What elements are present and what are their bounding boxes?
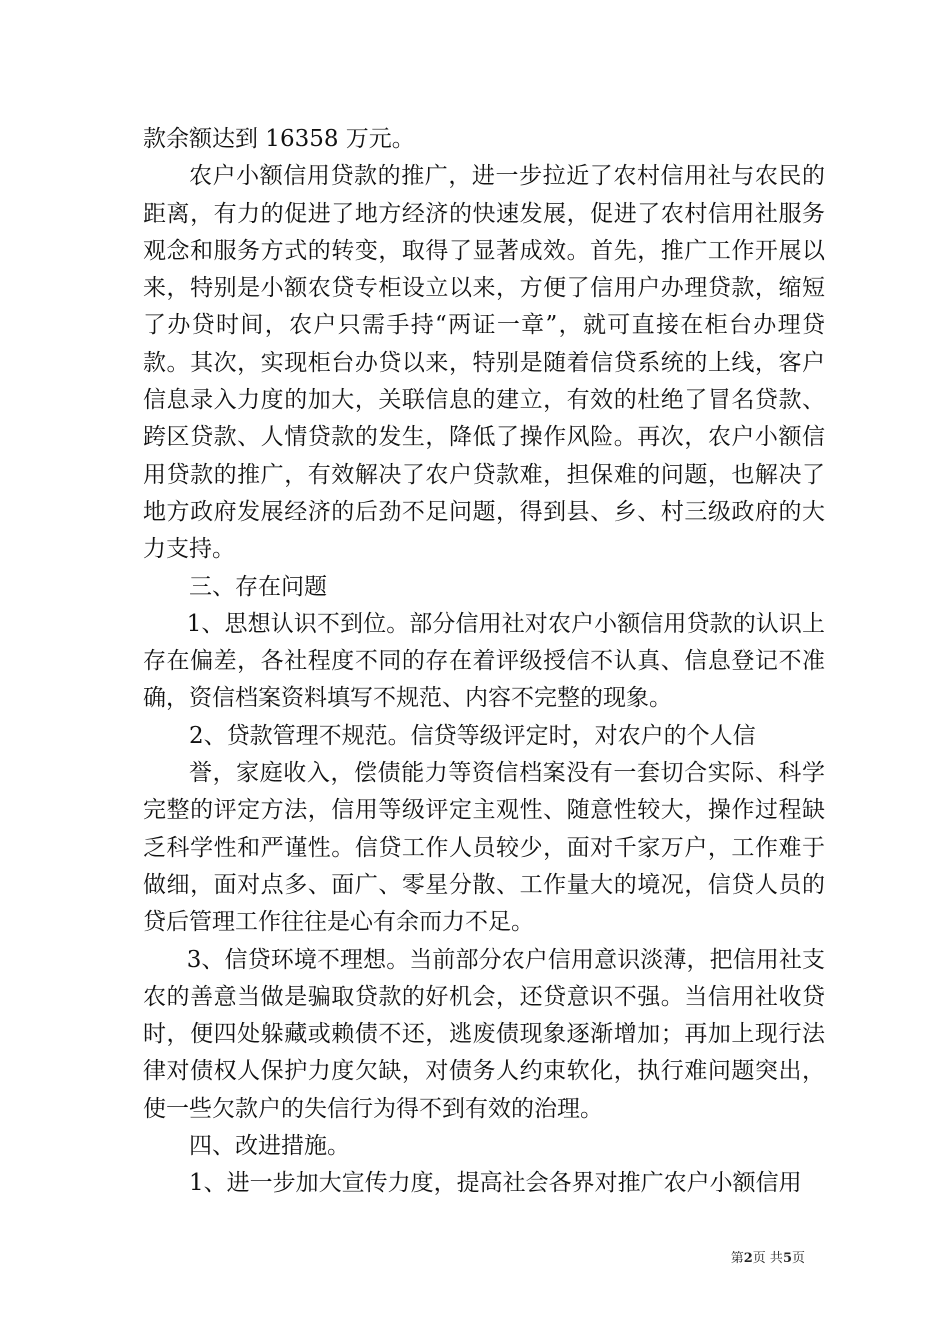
footer-middle: 页 共	[752, 1251, 783, 1266]
paragraph-measure-1: 1、进一步加大宣传力度，提高社会各界对推广农户小额信用	[189, 1170, 802, 1197]
page-number-footer	[731, 1247, 805, 1266]
section-heading-problems: 三、存在问题	[189, 573, 327, 600]
section-heading-measures: 四、改进措施。	[189, 1133, 350, 1160]
footer-suffix: 页	[791, 1251, 805, 1266]
footer-prefix: 第	[730, 1251, 744, 1266]
paragraph-problem-3: 3、信贷环境不理想。当前部分农户信用意识淡薄，把信用社支农的善意当做是骗取贷款的好机会，还贷意识不强。当信用社收贷时，便四处躲藏或赖债不还，逃废债现象逐渐增加；再加上现行法律对债权人保护力度欠缺，对债务人约束软化，执行难问题突出，使一些欠款户的失信行为得不到有效的治理。	[143, 946, 825, 1122]
footer-total-pages: 5	[782, 1251, 792, 1266]
paragraph-problem-2-rest: 誉，家庭收入，偿债能力等资信档案没有一套切合实际、科学完整的评定方法，信用等级评定主观性、随意性较大，操作过程缺乏科学性和严谨性。信贷工作人员较少，面对千家万户，工作难于做细，面对点多、面广、零星分散、工作量大的境况，信贷人员的贷后管理工作往往是心有余而力不足。	[143, 760, 825, 936]
document-body	[143, 121, 825, 1203]
paragraph-problem-1: 1、思想认识不到位。部分信用社对农户小额信用贷款的认识上存在偏差，各社程度不同的存在着评级授信不认真、信息登记不准确，资信档案资料填写不规范、内容不完整的现象。	[143, 610, 825, 712]
paragraph-continuation: 款余额达到 16358 万元。	[143, 126, 415, 152]
footer-current-page: 2	[743, 1251, 753, 1266]
paragraph-problem-2-line1: 2、贷款管理不规范。信贷等级评定时，对农户的个人信	[189, 722, 756, 749]
paragraph-achievements: 农户小额信用贷款的推广，进一步拉近了农村信用社与农民的距离，有力的促进了地方经济的快速发展，促进了农村信用社服务观念和服务方式的转变，取得了显著成效。首先，推广工作开展以来，特别是小额农贷专柜设立以来，方便了信用户办理贷款，缩短了办贷时间，农户只需手持“两证一章”，就可直接在柜台办理贷款。其次，实现柜台办贷以来，特别是随着信贷系统的上线，客户信息录入力度的加大，关联信息的建立，有效的杜绝了冒名贷款、跨区贷款、人情贷款的发生，降低了操作风险。再次，农户小额信用贷款的推广，有效解决了农户贷款难，担保难的问题，也解决了地方政府发展经济的后劲不足问题，得到县、乡、村三级政府的大力支持。	[143, 163, 825, 563]
